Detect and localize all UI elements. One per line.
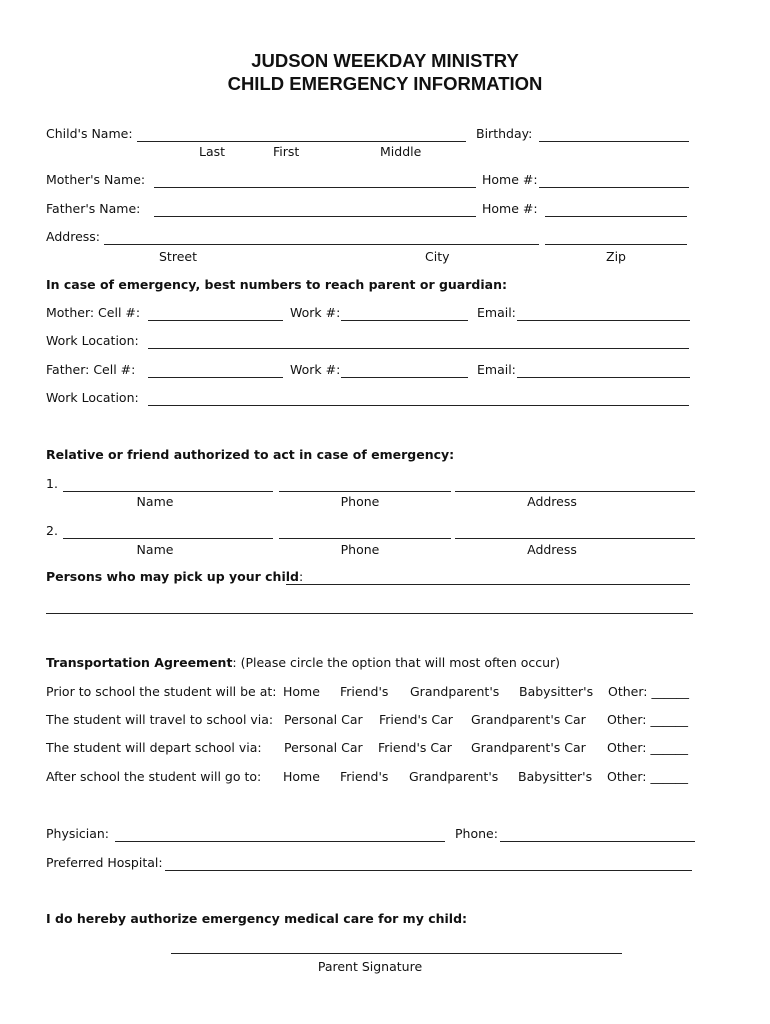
relative-2-phone-field[interactable]	[279, 538, 451, 539]
emergency-numbers-heading: In case of emergency, best numbers to reach parent or guardian:	[46, 277, 507, 292]
father-home-field[interactable]	[545, 216, 687, 217]
pickup-label-text: Persons who may pick up your child	[46, 569, 299, 584]
relatives-heading: Relative or friend authorized to act in case of emergency:	[46, 447, 455, 462]
pickup-label	[46, 569, 303, 585]
mother-work-location-label: Work Location:	[46, 333, 139, 348]
transport-row-3-option-friends-car[interactable]: Friend's Car	[378, 740, 452, 755]
transport-row-3-option-grandparents-car[interactable]: Grandparent's Car	[471, 740, 586, 755]
father-home-label: Home #:	[482, 201, 538, 216]
relative-1-sub-phone: Phone	[340, 494, 380, 509]
birthday-label: Birthday:	[476, 126, 533, 141]
father-work-location-label: Work Location:	[46, 390, 139, 405]
address-sub-city: City	[425, 249, 450, 264]
father-name-field[interactable]	[154, 216, 476, 217]
transport-row-3-option-personal-car[interactable]: Personal Car	[284, 740, 363, 755]
transport-row-1-option-friends[interactable]: Friend's	[340, 684, 389, 699]
pickup-field-line1[interactable]	[286, 584, 690, 585]
mother-cell-field[interactable]	[148, 320, 283, 321]
address-sub-zip: Zip	[606, 249, 626, 264]
physician-field[interactable]	[115, 841, 445, 842]
mother-email-label: Email:	[477, 305, 516, 320]
father-cell-label: Father: Cell #:	[46, 362, 136, 377]
parent-signature-field[interactable]	[171, 953, 622, 954]
mother-home-field[interactable]	[539, 187, 689, 188]
transport-row-2-label: The student will travel to school via:	[46, 712, 274, 727]
transport-row-1-option-babysitters[interactable]: Babysitter's	[519, 684, 594, 699]
relative-2-sub-address: Address	[527, 542, 577, 557]
physician-label: Physician:	[46, 826, 109, 841]
transport-row-3-label: The student will depart school via:	[46, 740, 262, 755]
transport-heading-text: Transportation Agreement	[46, 655, 233, 670]
father-email-label: Email:	[477, 362, 516, 377]
physician-phone-field[interactable]	[500, 841, 695, 842]
father-cell-field[interactable]	[148, 377, 283, 378]
transport-row-1-label: Prior to school the student will be at:	[46, 684, 277, 699]
child-name-field[interactable]	[137, 141, 466, 142]
transport-row-4-label: After school the student will go to:	[46, 769, 262, 784]
parent-signature-label: Parent Signature	[317, 959, 423, 974]
relative-1-name-field[interactable]	[63, 491, 273, 492]
relative-2-number: 2.	[46, 523, 58, 538]
father-name-label: Father's Name:	[46, 201, 141, 216]
transport-row-4-option-friends[interactable]: Friend's	[340, 769, 389, 784]
address-zip-field[interactable]	[545, 244, 687, 245]
transport-row-4-option-grandparents[interactable]: Grandparent's	[409, 769, 499, 784]
hospital-label: Preferred Hospital:	[46, 855, 163, 870]
transport-heading	[46, 655, 560, 671]
relative-2-name-field[interactable]	[63, 538, 273, 539]
hospital-field[interactable]	[165, 870, 692, 871]
transport-row-3-option-other[interactable]: Other: ______	[607, 740, 688, 755]
relative-2-address-field[interactable]	[455, 538, 695, 539]
transport-row-1-option-grandparents[interactable]: Grandparent's	[410, 684, 500, 699]
child-name-sub-last: Last	[199, 144, 226, 159]
transport-row-4-option-home[interactable]: Home	[283, 769, 320, 784]
relative-1-address-field[interactable]	[455, 491, 695, 492]
transport-row-4-option-other[interactable]: Other: ______	[607, 769, 688, 784]
address-street-city-field[interactable]	[104, 244, 539, 245]
relative-1-sub-name: Name	[136, 494, 174, 509]
mother-work-field[interactable]	[341, 320, 468, 321]
mother-work-label: Work #:	[290, 305, 341, 320]
form-title-line2: CHILD EMERGENCY INFORMATION	[227, 73, 543, 94]
pickup-field-line2[interactable]	[46, 613, 693, 614]
transport-row-2-option-friends-car[interactable]: Friend's Car	[379, 712, 453, 727]
authorization-text: I do hereby authorize emergency medical care for my child:	[46, 911, 468, 926]
mother-name-label: Mother's Name:	[46, 172, 146, 187]
transport-row-2-option-personal-car[interactable]: Personal Car	[284, 712, 363, 727]
relative-1-number: 1.	[46, 476, 58, 491]
child-name-sub-middle: Middle	[380, 144, 422, 159]
address-label: Address:	[46, 229, 100, 244]
relative-1-phone-field[interactable]	[279, 491, 451, 492]
pickup-label-colon: :	[298, 569, 304, 584]
relative-2-sub-name: Name	[136, 542, 174, 557]
mother-email-field[interactable]	[517, 320, 690, 321]
relative-2-sub-phone: Phone	[340, 542, 380, 557]
transport-row-1-option-other[interactable]: Other: ______	[608, 684, 689, 699]
transport-row-1-option-home[interactable]: Home	[283, 684, 320, 699]
father-work-field[interactable]	[341, 377, 468, 378]
transport-row-2-option-grandparents-car[interactable]: Grandparent's Car	[471, 712, 586, 727]
relative-1-sub-address: Address	[527, 494, 577, 509]
mother-home-label: Home #:	[482, 172, 538, 187]
form-title-line1: JUDSON WEEKDAY MINISTRY	[251, 50, 519, 71]
mother-work-location-field[interactable]	[148, 348, 689, 349]
father-work-label: Work #:	[290, 362, 341, 377]
father-work-location-field[interactable]	[148, 405, 689, 406]
child-name-sub-first: First	[273, 144, 300, 159]
physician-phone-label: Phone:	[455, 826, 498, 841]
mother-name-field[interactable]	[154, 187, 476, 188]
child-name-label: Child's Name:	[46, 126, 133, 141]
address-sub-street: Street	[159, 249, 197, 264]
transport-row-2-option-other[interactable]: Other: ______	[607, 712, 688, 727]
father-email-field[interactable]	[517, 377, 690, 378]
mother-cell-label: Mother: Cell #:	[46, 305, 141, 320]
transport-note: : (Please circle the option that will most often occur)	[232, 655, 561, 670]
birthday-field[interactable]	[539, 141, 689, 142]
transport-row-4-option-babysitters[interactable]: Babysitter's	[518, 769, 593, 784]
